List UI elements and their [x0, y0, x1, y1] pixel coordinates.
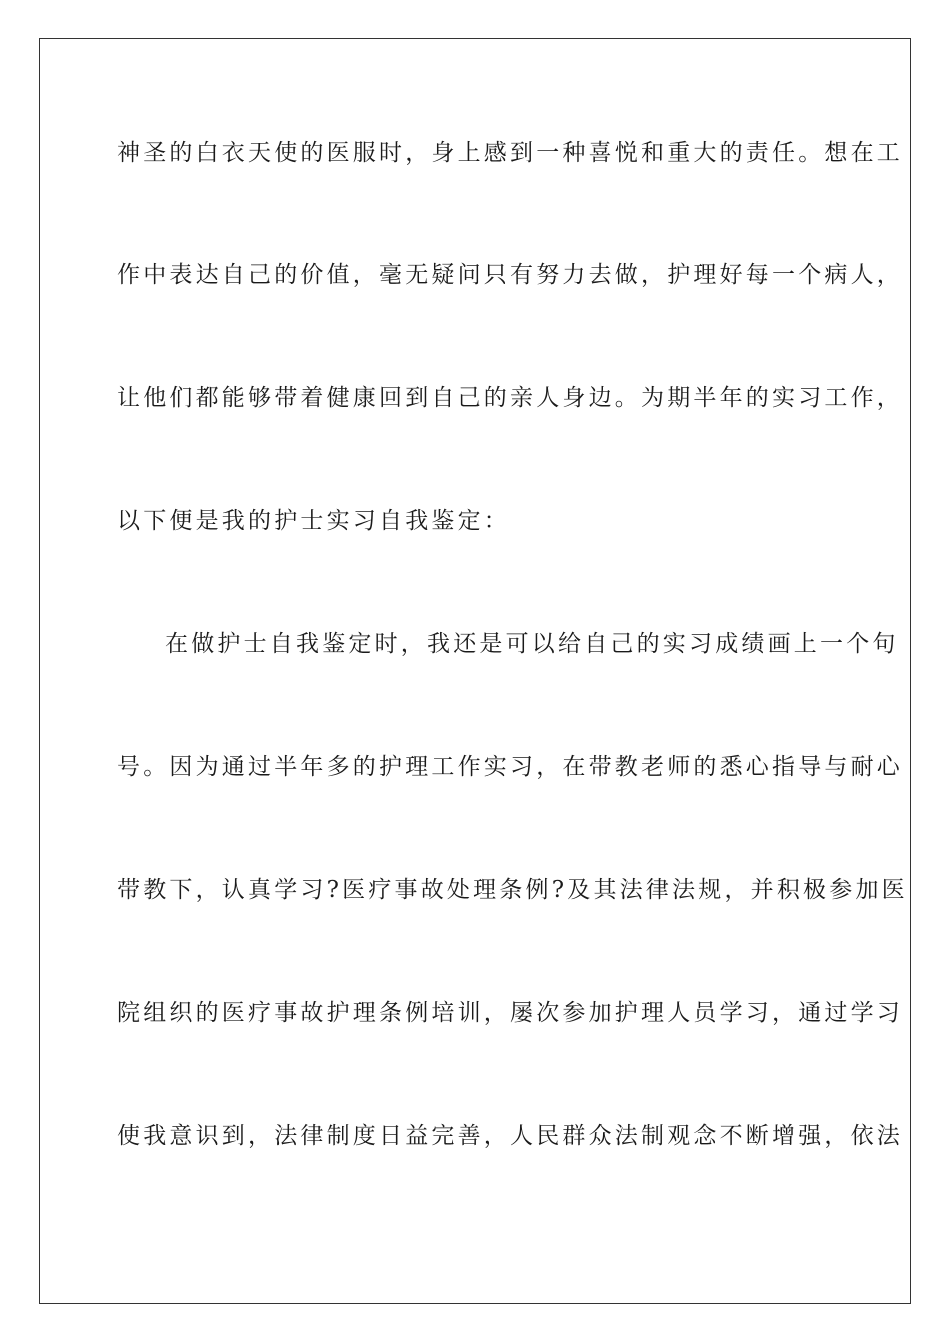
- page-frame: [39, 38, 911, 1304]
- paragraph-line-5: 在做护士自我鉴定时，我还是可以给自己的实习成绩画上一个句: [165, 631, 899, 657]
- paragraph-line-8: 院组织的医疗事故护理条例培训，屡次参加护理人员学习，通过学习: [117, 1000, 903, 1026]
- paragraph-line-9: 使我意识到，法律制度日益完善，人民群众法制观念不断增强，依法: [117, 1123, 903, 1149]
- paragraph-line-3: 让他们都能够带着健康回到自己的亲人身边。为期半年的实习工作，: [117, 385, 903, 411]
- paragraph-line-6: 号。因为通过半年多的护理工作实习，在带教老师的悉心指导与耐心: [117, 754, 903, 780]
- paragraph-line-1: 神圣的白衣天使的医服时，身上感到一种喜悦和重大的责任。想在工: [117, 140, 903, 166]
- paragraph-line-7: 带教下，认真学习?医疗事故处理条例?及其法律法规，并积极参加医: [117, 877, 908, 903]
- paragraph-line-2: 作中表达自己的价值，毫无疑问只有努力去做，护理好每一个病人，: [117, 262, 903, 288]
- paragraph-line-4: 以下便是我的护士实习自我鉴定：: [117, 508, 510, 534]
